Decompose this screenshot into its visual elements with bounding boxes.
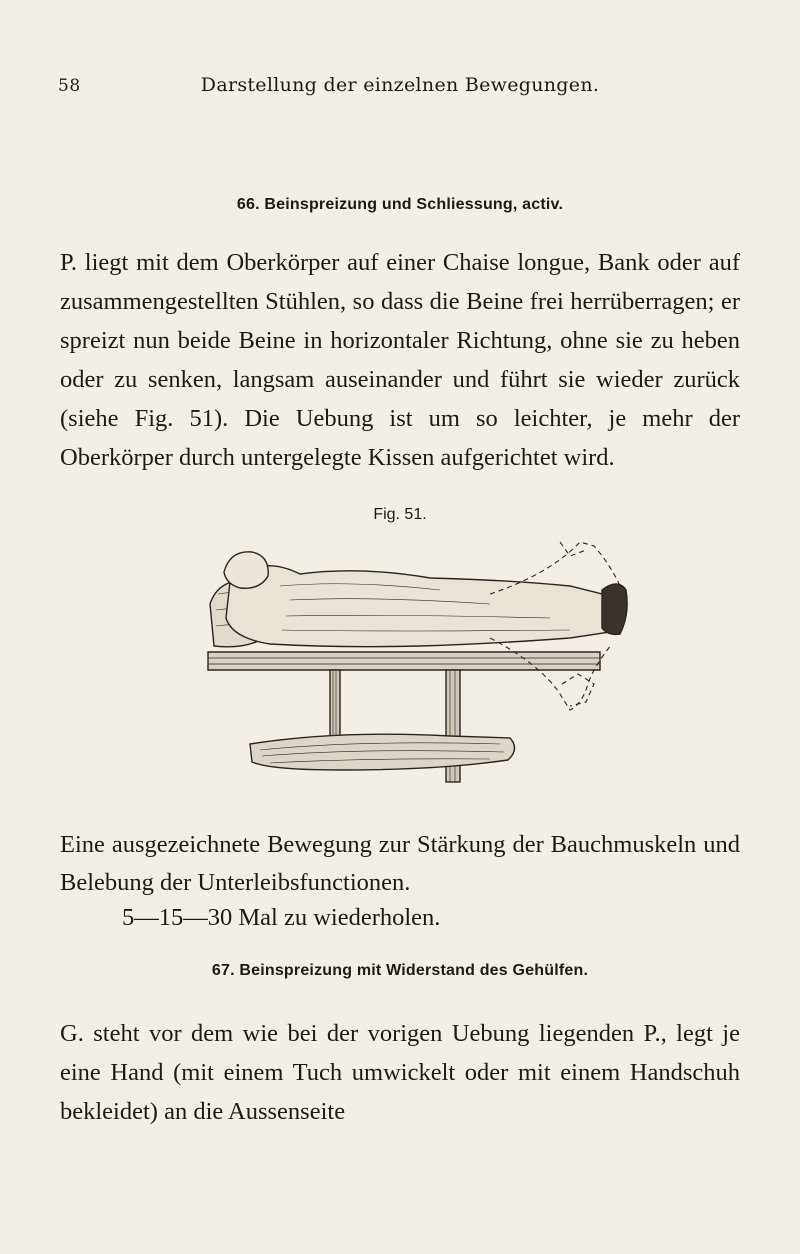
- figure-label: Fig. 51.: [373, 506, 427, 523]
- bench-top: [208, 652, 600, 670]
- section-heading-66: 66. Beinspreizung und Schliessung, activ.: [236, 196, 564, 213]
- reclining-figure: [226, 566, 614, 647]
- section-body-66: P. liegt mit dem Oberkörper auf einer Chaise longue, Bank oder auf zusammengestellten Stühlen, so dass die Beine frei herrüberragen; er spreizt nun beide Beine in horizontaler Richtung, ohne sie zu heben oder zu senken, langsam auseinander und führt sie wieder zurück (siehe Fig. 51). Die Uebung ist um so leichter, je mehr der Oberkörper durch untergelegte Kissen aufgerichtet wird.: [60, 249, 740, 471]
- repeat-instruction: 5—15—30 Mal zu wiederholen.: [122, 904, 441, 931]
- head: [224, 552, 268, 588]
- figure-illustration: [190, 534, 660, 799]
- feet: [602, 584, 627, 634]
- section-body-67: G. steht vor dem wie bei der vorigen Uebung liegenden P., legt je eine Hand (mit einem Tuch umwickelt oder mit einem Handschuh bekleidet) an die Aussenseite: [60, 1020, 740, 1125]
- page-number: 58: [58, 76, 81, 96]
- chair-seat: [250, 734, 515, 770]
- spread-leg-lower: [490, 638, 612, 710]
- figure-caption: Eine ausgezeichnete Bewegung zur Stärkung der Bauchmuskeln und Belebung der Unterleibsfunctionen.: [60, 831, 740, 896]
- running-title: Darstellung der einzelnen Bewegungen.: [200, 74, 600, 96]
- section-heading-67: 67. Beinspreizung mit Widerstand des Gehülfen.: [211, 962, 589, 979]
